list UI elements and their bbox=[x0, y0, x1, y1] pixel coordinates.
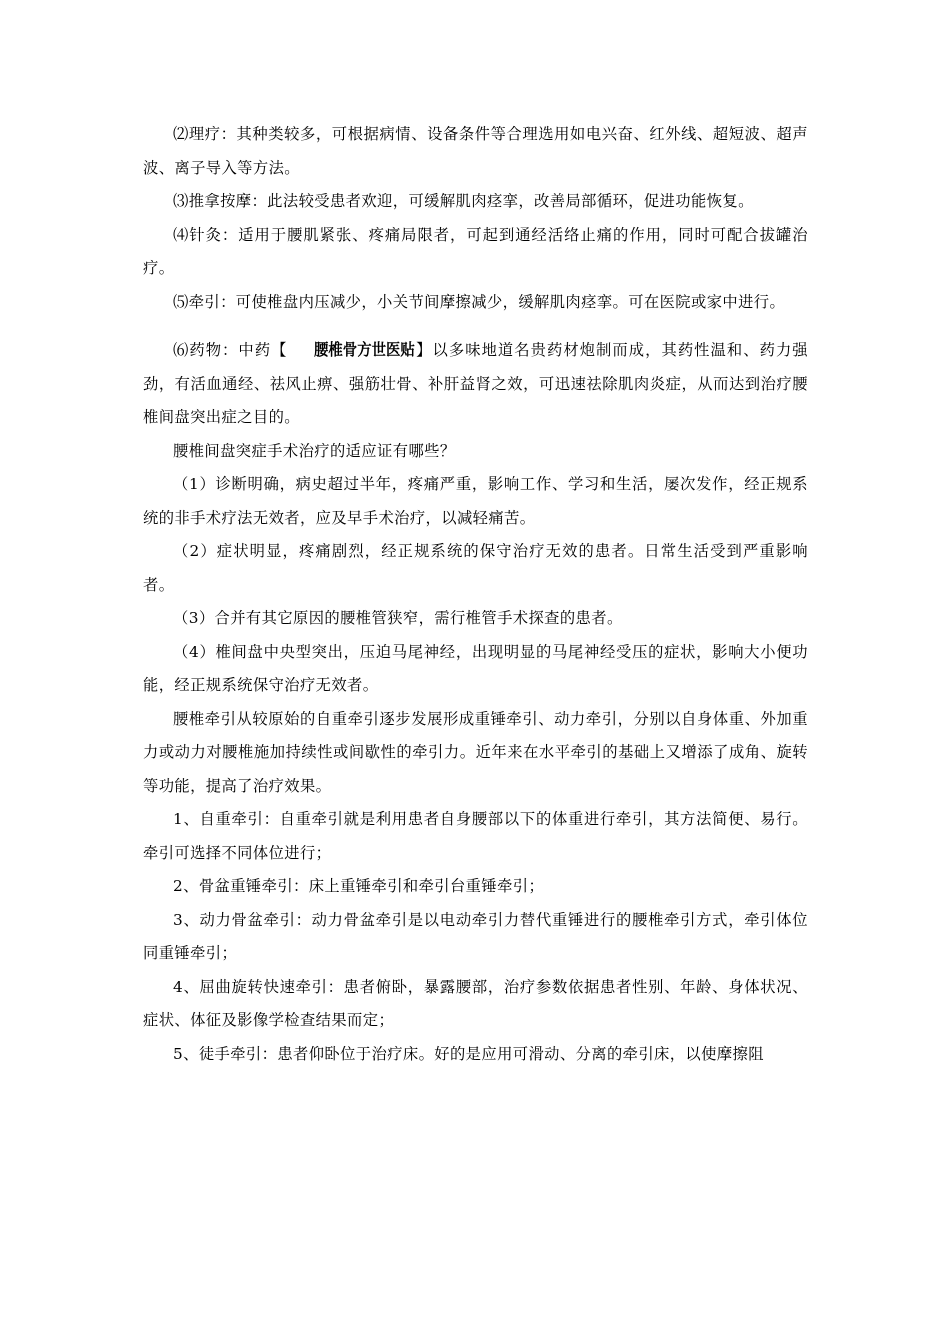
product-name-stamp: 腰椎骨方世医贴 bbox=[314, 340, 416, 359]
medicine-text-end: 】以多味地道名贵药材炮制而成，其药性温和、药力强劲，有活血通经、祛风止痹、强筋壮骨、补肝益肾之效，可迅速祛除肌肉炎症，从而达到治疗腰椎间盘突出症之目的。 bbox=[143, 341, 808, 426]
medicine-text-start: ⑹药物：中药【 bbox=[173, 341, 288, 359]
paragraph-traction-overview: 腰椎牵引从较原始的自重牵引逐步发展形成重锤牵引、动力牵引，分别以自身体重、外加重力或动力对腰椎施加持续性或间歇性的牵引力。近年来在水平牵引的基础上又增添了成角、旋转等功能，提高了治疗效果。 bbox=[143, 709, 808, 795]
paragraph-physiotherapy: ⑵理疗：其种类较多，可根据病情、设备条件等合理选用如电兴奋、红外线、超短波、超声波、离子导入等方法。 bbox=[143, 125, 808, 177]
paragraph-indication-1: （1）诊断明确，病史超过半年，疼痛严重，影响工作、学习和生活，屡次发作，经正规系统的非手术疗法无效者，应及早手术治疗，以减轻痛苦。 bbox=[143, 475, 808, 527]
paragraph-medicine bbox=[143, 333, 808, 435]
paragraph-traction-1: 1、自重牵引：自重牵引就是利用患者自身腰部以下的体重进行牵引，其方法简便、易行。牵引可选择不同体位进行； bbox=[143, 810, 808, 862]
document-page bbox=[143, 118, 808, 1071]
paragraph-traction-2: 2、骨盆重锤牵引：床上重锤牵引和牵引台重锤牵引； bbox=[173, 877, 545, 895]
paragraph-acupuncture: ⑷针灸：适用于腰肌紧张、疼痛局限者，可起到通经活络止痛的作用，同时可配合拔罐治疗。 bbox=[143, 225, 808, 277]
paragraph-traction-4: 4、屈曲旋转快速牵引：患者俯卧，暴露腰部，治疗参数依据患者性别、年龄、身体状况、症状、体征及影像学检查结果而定； bbox=[143, 977, 808, 1029]
paragraph-indication-4: （4）椎间盘中央型突出，压迫马尾神经，出现明显的马尾神经受压的症状，影响大小便功能，经正规系统保守治疗无效者。 bbox=[143, 642, 808, 694]
paragraph-indication-3: （3）合并有其它原因的腰椎管狭窄，需行椎管手术探查的患者。 bbox=[173, 609, 623, 627]
paragraph-massage: ⑶推拿按摩：此法较受患者欢迎，可缓解肌肉痉挛，改善局部循环，促进功能恢复。 bbox=[173, 192, 754, 210]
paragraph-traction-3: 3、动力骨盆牵引：动力骨盆牵引是以电动牵引力替代重锤进行的腰椎牵引方式，牵引体位同重锤牵引； bbox=[143, 910, 808, 962]
paragraph-traction-5: 5、徒手牵引：患者仰卧位于治疗床。好的是应用可滑动、分离的牵引床，以使摩擦阻 bbox=[173, 1044, 764, 1063]
paragraph-indication-2: （2）症状明显，疼痛剧烈，经正规系统的保守治疗无效的患者。日常生活受到严重影响者。 bbox=[143, 542, 808, 594]
paragraph-surgery-question: 腰椎间盘突症手术治疗的适应证有哪些？ bbox=[173, 441, 456, 460]
paragraph-traction: ⑸牵引：可使椎盘内压减少，小关节间摩擦减少，缓解肌肉痉挛。可在医院或家中进行。 bbox=[173, 292, 786, 311]
